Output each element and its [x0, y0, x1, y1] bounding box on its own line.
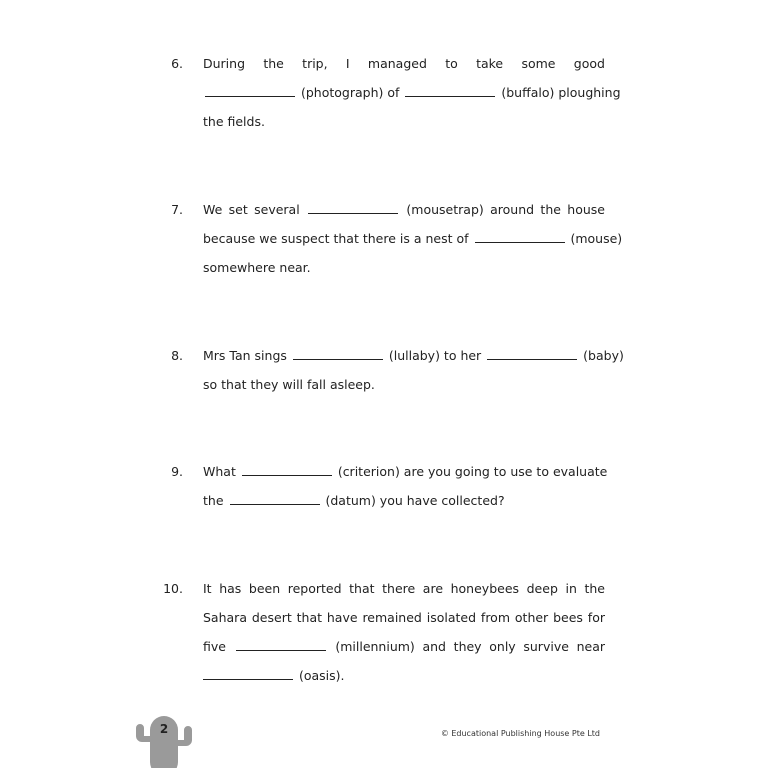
word: trip,: [302, 56, 328, 71]
page-number: 2: [159, 722, 169, 736]
word: (photograph) of: [300, 85, 400, 100]
answer-blank[interactable]: [242, 474, 332, 476]
question-text-line: [203, 78, 621, 107]
answer-blank[interactable]: [203, 678, 293, 680]
word: I: [345, 56, 350, 71]
word: take: [476, 56, 504, 71]
question-text-line: somewhere near.: [203, 260, 311, 275]
question-text-line: [203, 486, 505, 515]
word: (millennium) and they only survive near: [335, 639, 605, 654]
answer-blank[interactable]: [405, 95, 495, 97]
question-text-line: [203, 224, 623, 253]
word: the: [203, 493, 224, 508]
word: Mrs Tan sings: [203, 348, 287, 363]
question-text-line: [203, 49, 605, 78]
word: (mousetrap) around the house: [406, 202, 605, 217]
word: (oasis).: [298, 668, 345, 683]
word: the: [263, 56, 284, 71]
question-text-line: Sahara desert that have remained isolated from other bees for: [203, 610, 605, 625]
copyright-notice: © Educational Publishing House Pte Ltd: [440, 729, 600, 738]
question-number: 6.: [171, 56, 183, 71]
word: We set several: [203, 202, 300, 217]
answer-blank[interactable]: [487, 358, 577, 360]
answer-blank[interactable]: [293, 358, 383, 360]
question-text-line: It has been reported that there are honeybees deep in the: [203, 581, 605, 596]
question-text-line: the fields.: [203, 114, 265, 129]
answer-blank[interactable]: [308, 212, 398, 214]
word: (lullaby) to her: [388, 348, 482, 363]
answer-blank[interactable]: [230, 503, 320, 505]
question-number: 8.: [171, 348, 183, 363]
word: (mouse): [570, 231, 623, 246]
word: some: [521, 56, 556, 71]
answer-blank[interactable]: [205, 95, 295, 97]
cactus-icon: [130, 712, 200, 768]
word: During: [203, 56, 246, 71]
question-text-line: [203, 661, 345, 690]
question-number: 7.: [171, 202, 183, 217]
word: (criterion) are you going to use to evaluate: [337, 464, 608, 479]
word: five: [203, 639, 226, 654]
question-text-line: [203, 195, 605, 224]
question-text-line: so that they will fall asleep.: [203, 377, 375, 392]
word: managed: [367, 56, 427, 71]
question-text-line: [203, 632, 605, 661]
question-number: 10.: [163, 581, 183, 596]
question-text-line: [203, 457, 608, 486]
answer-blank[interactable]: [236, 649, 326, 651]
word: (baby): [583, 348, 624, 363]
word: (datum) you have collected?: [325, 493, 505, 508]
word: (buffalo) ploughing: [501, 85, 621, 100]
question-text-line: [203, 341, 624, 370]
word: to: [445, 56, 458, 71]
word: good: [573, 56, 605, 71]
question-number: 9.: [171, 464, 183, 479]
answer-blank[interactable]: [475, 241, 565, 243]
word: What: [203, 464, 236, 479]
word: because we suspect that there is a nest of: [203, 231, 469, 246]
